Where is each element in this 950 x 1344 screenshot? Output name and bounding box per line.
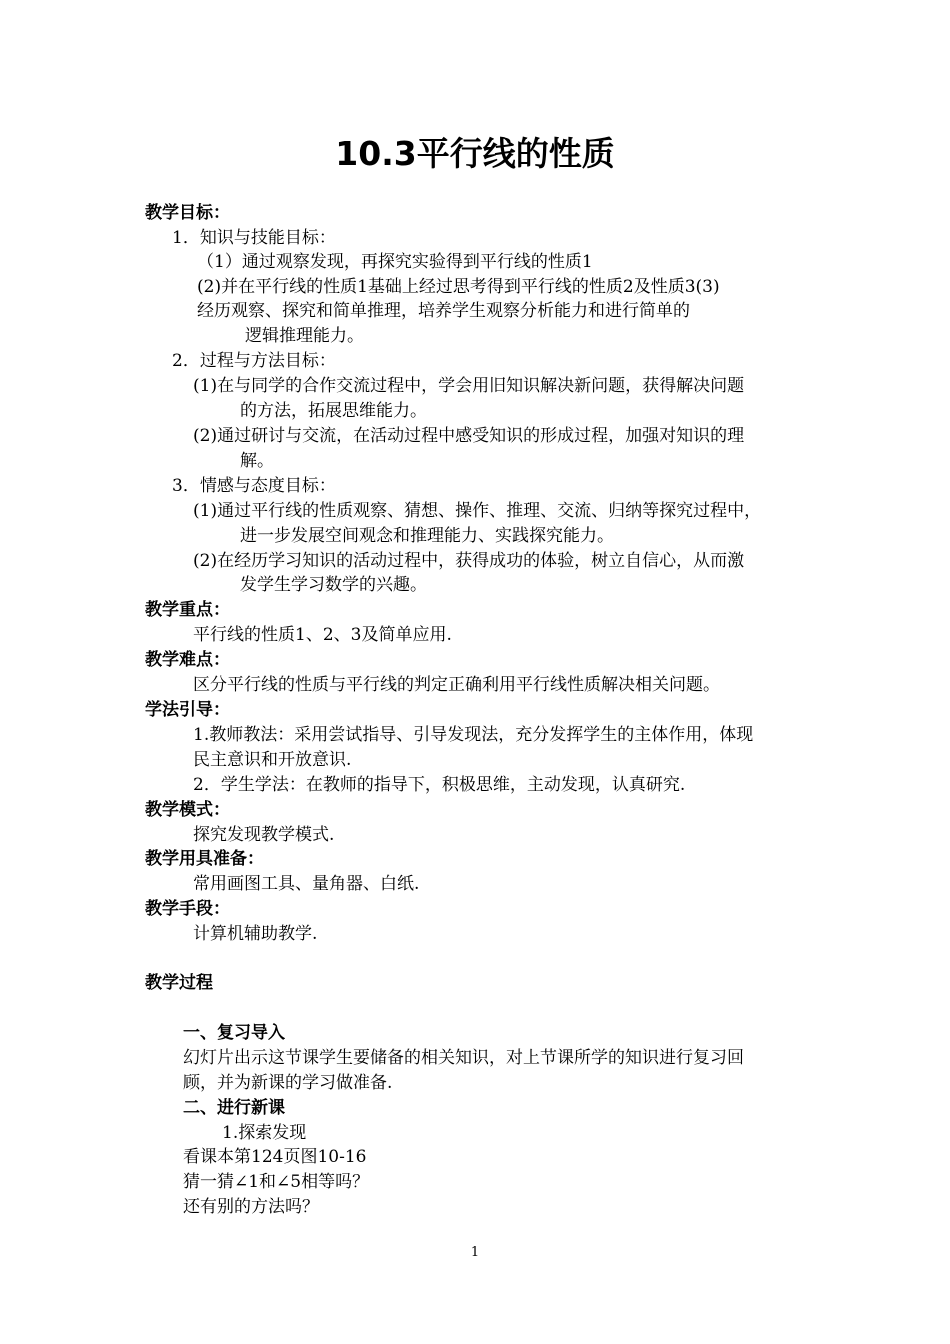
emotion-item-2a: (2)在经历学习知识的活动过程中，获得成功的体验，树立自信心，从而激 [193, 551, 745, 571]
knowledge-heading: 1．知识与技能目标： [172, 228, 336, 248]
emotion-item-1a: (1)通过平行线的性质观察、猜想、操作、推理、交流、归纳等探究过程中， [193, 501, 762, 521]
knowledge-item-3b: 逻辑推理能力。 [245, 326, 364, 346]
method-item-1a: 1.教师教法：采用尝试指导、引导发现法，充分发挥学生的主体作用，体现 [193, 725, 754, 745]
page-number: 1 [470, 1245, 480, 1260]
emotion-item-2b: 发学生学习数学的兴趣。 [240, 575, 427, 595]
review-text-b: 顾，并为新课的学习做准备. [183, 1073, 393, 1093]
method-heading: 学法引导： [145, 700, 230, 720]
review-heading: 一、复习导入 [183, 1023, 285, 1043]
difficulties-text: 区分平行线的性质与平行线的判定正确利用平行线性质解决相关问题。 [193, 675, 720, 695]
explore-subheading: 1.探索发现 [222, 1123, 307, 1143]
process-heading: 2．过程与方法目标： [172, 351, 336, 371]
tools-heading: 教学用具准备： [145, 849, 264, 869]
means-text: 计算机辅助教学. [193, 924, 318, 944]
knowledge-item-3a: 经历观察、探究和简单推理，培养学生观察分析能力和进行简单的 [197, 301, 690, 321]
process-section-heading: 教学过程 [145, 973, 213, 993]
method-item-1b: 民主意识和开放意识. [193, 750, 352, 770]
key-points-heading: 教学重点： [145, 600, 230, 620]
process-item-2a: (2)通过研讨与交流，在活动过程中感受知识的形成过程，加强对知识的理 [193, 426, 745, 446]
knowledge-item-2: (2)并在平行线的性质1基础上经过思考得到平行线的性质2及性质3(3) [197, 277, 720, 297]
emotion-item-1b: 进一步发展空间观念和推理能力、实践探究能力。 [240, 526, 614, 546]
new-lesson-text-c: 还有别的方法吗？ [183, 1197, 319, 1217]
key-points-text: 平行线的性质1、2、3及简单应用. [193, 625, 452, 645]
process-item-1b: 的方法，拓展思维能力。 [240, 401, 427, 421]
new-lesson-heading: 二、进行新课 [183, 1098, 285, 1118]
new-lesson-text-b: 猜一猜∠1和∠5相等吗？ [183, 1172, 370, 1192]
means-heading: 教学手段： [145, 899, 230, 919]
mode-heading: 教学模式： [145, 800, 230, 820]
knowledge-item-1: （1）通过观察发现，再探究实验得到平行线的性质1 [197, 252, 593, 272]
mode-text: 探究发现教学模式. [193, 825, 335, 845]
method-item-2: 2．学生学法：在教师的指导下，积极思维，主动发现，认真研究. [193, 775, 686, 795]
objectives-heading: 教学目标： [145, 203, 230, 223]
emotion-heading: 3．情感与态度目标： [172, 476, 336, 496]
process-item-1a: (1)在与同学的合作交流过程中，学会用旧知识解决新问题，获得解决问题 [193, 376, 745, 396]
review-text-a: 幻灯片出示这节课学生要储备的相关知识，对上节课所学的知识进行复习回 [183, 1048, 744, 1068]
difficulties-heading: 教学难点： [145, 650, 230, 670]
new-lesson-text-a: 看课本第124页图10-16 [183, 1147, 367, 1167]
page-title: 10.3平行线的性质 [335, 134, 615, 173]
process-item-2b: 解。 [240, 451, 274, 471]
tools-text: 常用画图工具、量角器、白纸. [193, 874, 420, 894]
